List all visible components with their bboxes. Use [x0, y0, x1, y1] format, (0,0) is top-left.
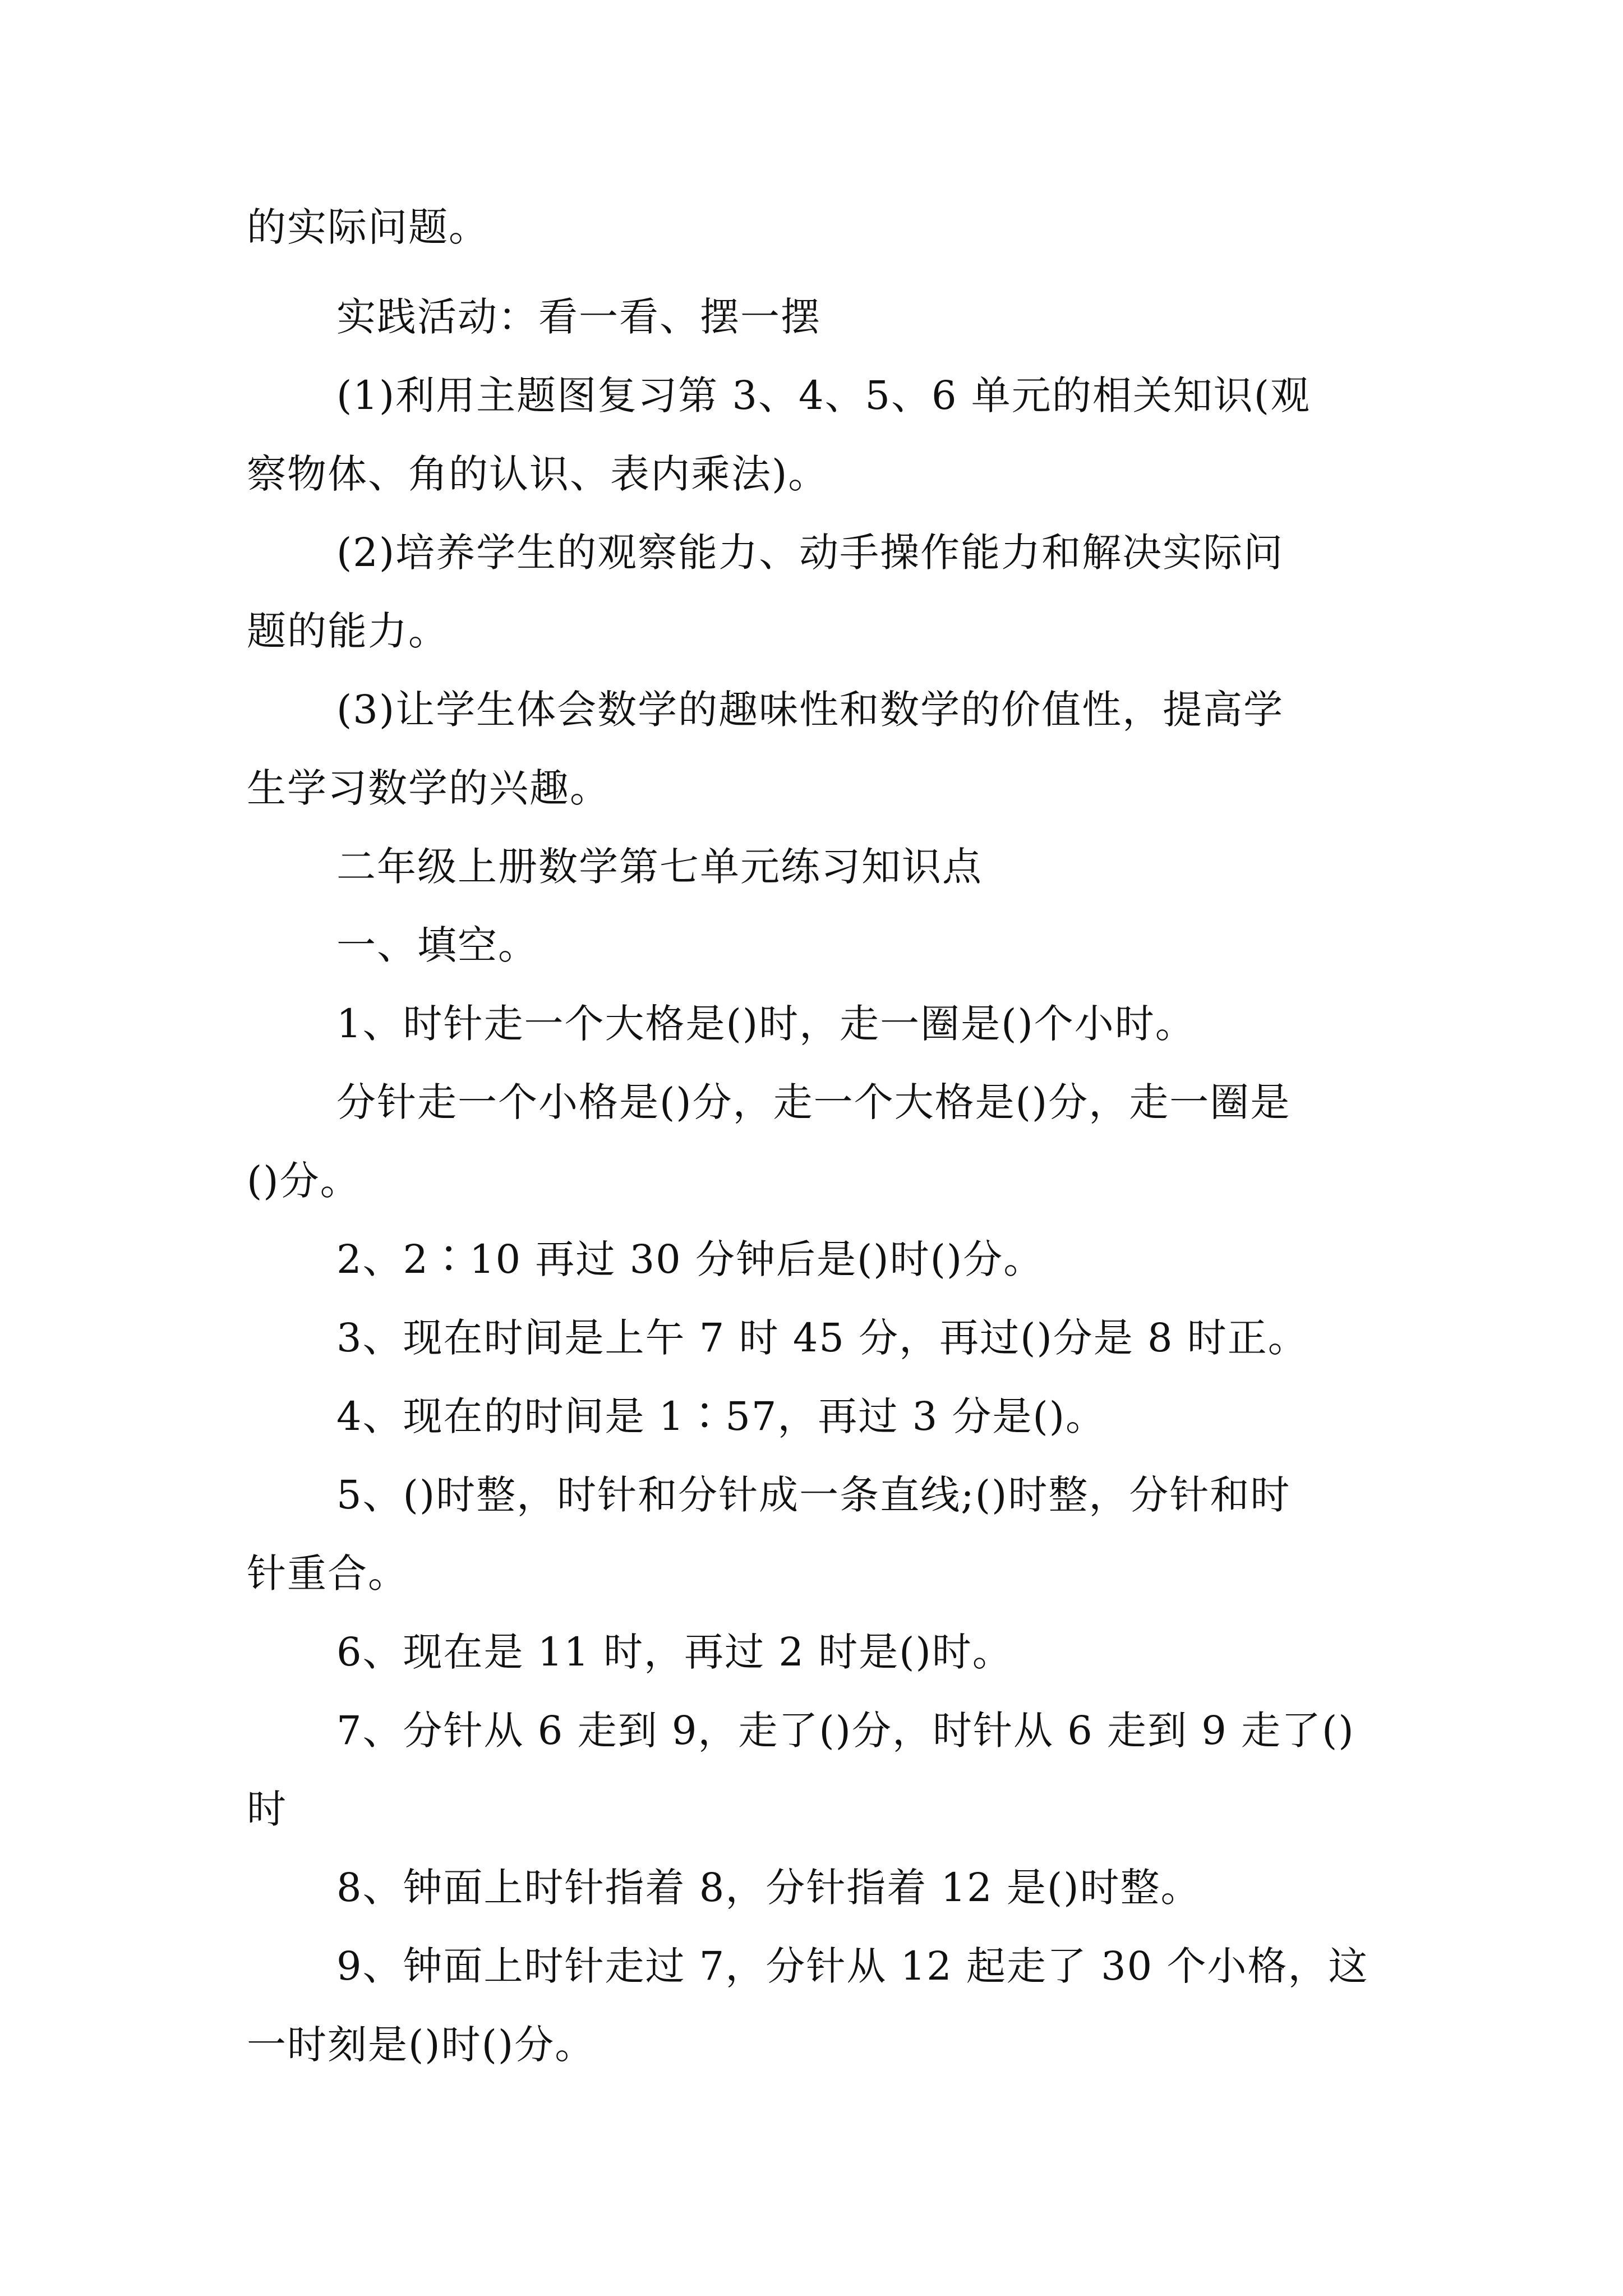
text-line: 题的能力。: [247, 608, 449, 654]
text-line: 的实际问题。: [247, 204, 489, 250]
text-line: 生学习数学的兴趣。: [247, 765, 610, 811]
section-heading-practice-activity: 实践活动：看一看、摆一摆: [336, 294, 821, 340]
question-9: 9、钟面上时针走过 7，分针从 12 起走了 30 个小格，这: [336, 1943, 1369, 1989]
text-line: (2)培养学生的观察能力、动手操作能力和解决实际问: [336, 530, 1284, 576]
question-7: 7、分针从 6 走到 9，走了()分，时针从 6 走到 9 走了(): [336, 1708, 1355, 1754]
question-4: 4、现在的时间是 1∶57，再过 3 分是()。: [336, 1393, 1106, 1439]
text-line: 分针走一个小格是()分，走一个大格是()分，走一圈是: [336, 1079, 1291, 1125]
question-6: 6、现在是 11 时，再过 2 时是()时。: [336, 1629, 1013, 1675]
section-heading-fill-blanks: 一、填空。: [336, 922, 538, 968]
text-line: 针重合。: [247, 1550, 408, 1596]
text-line: 察物体、角的认识、表内乘法)。: [247, 451, 829, 497]
text-line: ()分。: [247, 1158, 361, 1204]
question-1: 1、时针走一个大格是()时，走一圈是()个小时。: [336, 1001, 1196, 1047]
text-line: 一时刻是()时()分。: [247, 2022, 596, 2068]
question-5: 5、()时整，时针和分针成一条直线;()时整，分针和时: [336, 1472, 1291, 1518]
text-line: 时: [247, 1786, 287, 1832]
section-heading-unit7: 二年级上册数学第七单元练习知识点: [336, 844, 983, 890]
question-8: 8、钟面上时针指着 8，分针指着 12 是()时整。: [336, 1865, 1201, 1911]
text-line: (3)让学生体会数学的趣味性和数学的价值性，提高学: [336, 687, 1284, 733]
question-2: 2、2∶10 再过 30 分钟后是()时()分。: [336, 1236, 1044, 1282]
text-line: (1)利用主题图复习第 3、4、5、6 单元的相关知识(观: [336, 372, 1311, 418]
question-3: 3、现在时间是上午 7 时 45 分，再过()分是 8 时正。: [336, 1315, 1308, 1361]
